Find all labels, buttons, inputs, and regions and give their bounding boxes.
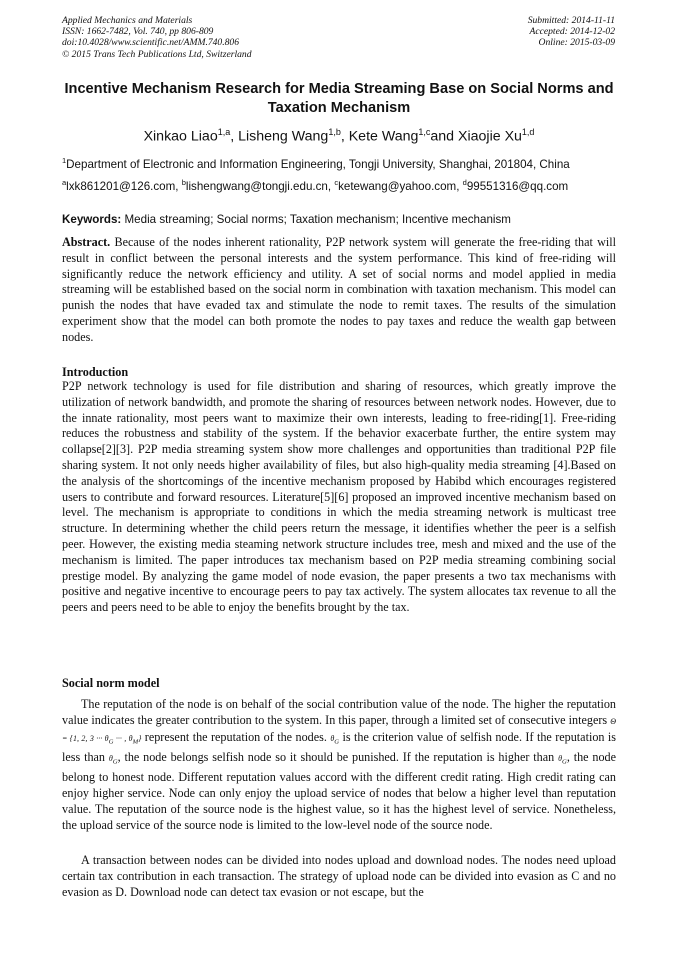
author-sup: 1,b <box>328 127 341 137</box>
paper-title: Incentive Mechanism Research for Media Streaming Base on Social Norms and Taxation Mechanism <box>64 81 614 116</box>
formula-part: ··· , θ <box>113 733 133 743</box>
abstract-text: Because of the nodes inherent rationality, P2P network system will generate the free-riding that will result in conflict between the personal interests and the system performance. This kind of free-riding will significantly reduce the network efficiency and utility. A set of social norms and model applied in media streaming will be established based on the social norm in combination with taxation mechanism. This model can punish the nodes that have evaded tax and stimulate the node to remit taxes. The results of the simulation experiment show that the model can both promote the nodes to pay taxes and reduce the wealth gap between nodes. <box>62 235 616 344</box>
dates-header <box>528 15 615 49</box>
email-sup: b <box>181 178 186 187</box>
introduction-heading: Introduction <box>62 365 129 379</box>
author-sup: 1,c <box>418 127 431 137</box>
text-run: represent the reputation of the nodes. <box>141 729 331 744</box>
online-date: Online: 2015-03-09 <box>538 37 615 49</box>
author-sup: 1,d <box>521 127 535 137</box>
formula-part: Θ = {1, 2, 3 ··· θ <box>62 716 616 743</box>
formula-part: θ <box>330 733 335 743</box>
formula-sub: G <box>108 738 114 746</box>
social-norm-heading: Social norm model <box>62 676 160 690</box>
affiliation <box>62 156 622 171</box>
journal-issn: ISSN: 1662-7482, Vol. 740, pp 806-809 <box>62 26 214 38</box>
theta-symbol <box>330 733 340 746</box>
formula-sub: G <box>112 758 118 766</box>
formula-part: θ <box>558 753 562 763</box>
text-run: , the node belong to honest node. Different reputation values accord with the different credit rating. High credit rating can enjoy higher service. Node can only enjoy the upload service of nodes that below a higher level than reputation value. The reputation of the source node is the highest value, so it has the highest level of service. Nonetheless, the upload service of the source node is limited to the low-level node of the source node. <box>62 749 616 832</box>
formula-sub: M <box>132 738 139 746</box>
author-name: Xinkao Liao <box>143 128 218 145</box>
theta-symbol <box>108 753 118 766</box>
social-norm-paragraph-2: A transaction between nodes can be divided into nodes upload and download nodes. The nodes need upload certain tax contribution in each transaction. The strategy of upload node can be divided into evasion as C and no evasion as D. Download node can detect tax evasion or not escape, but the <box>62 853 616 899</box>
author-list: Xinkao Liao$^{1,a}$, Lisheng Wang$^{1,b}$, Kete Wang$^{1,c}$and Xiaojie Xu$^{1,d}$ <box>143 127 535 145</box>
email-sup: c <box>334 178 339 187</box>
author-name: Kete Wang <box>348 128 419 145</box>
keywords-label: Keywords: <box>62 213 122 226</box>
submitted-date: Submitted: 2014-11-11 <box>527 15 615 26</box>
formula-part: } <box>138 733 142 743</box>
keywords <box>62 213 622 226</box>
author-sup: 1,a <box>217 127 231 137</box>
abstract <box>62 235 616 346</box>
abstract-label: Abstract. <box>62 235 111 249</box>
email-list: $^a$lxk861201@126.com, $^b$lishengwang@tongji.edu.cn, $^c$ketewang@yahoo.com, $^d$99551316@qq.com <box>62 178 569 193</box>
theta-symbol <box>558 753 567 766</box>
formula-part: θ <box>108 753 113 763</box>
introduction-text: P2P network technology is used for file distribution and sharing of resources, which greatly improve the utilization of network bandwidth, and promote the sharing of resources between network nodes. However, due to the innate rationality, most peers want to maximize their own interests, leading to free-riding[1]. Free-riding reduces the robustness and stability of the system. If the behavior exacerbate further, the entire system may collapse[2][3]. P2P media streaming system show more challenges and opportunities than traditional P2P file sharing system. It not only needs higher availability of files, but also high-quality media streaming [4].Based on the analysis of the shortcomings of the incentive mechanism proposed by Habibd which encourages registered users to contribute and forward resources. Literature[5][6] proposed an improved incentive mechanism based on level. The mechanism is appropriate to conditions in which the media streaming network is multicast tree structure. In determining whether the child peers return the message, it identifies whether the peer is a selfish peer. However, the existing media steaming network structure includes tree, mesh and mixed and the use of the mechanism is limited. The paper introduces tax mechanism based on P2P media streaming combining social prestige model. By analyzing the game model of node evasion, the paper presents a two tax mechanisms with positive and negative incentive to encourage peers to pay tax actively. The system allocates tax revenue to all the peers and peers need to be able to enjoy the benefits brought by the tax. <box>62 379 616 615</box>
text-run: is the criterion value of selfish node. If the reputation is less than <box>62 729 617 764</box>
formula-sub: G <box>334 738 340 746</box>
author-name: Xiaojie Xu <box>458 128 522 145</box>
text-run: The reputation of the node is on behalf of the social contribution value of the node. The higher the reputation value indicates the greater contribution to the system. In this paper, through a limited set of consecutive integers <box>62 697 616 727</box>
email: lxk861201@126.com <box>66 179 176 193</box>
email-sup: a <box>62 178 67 187</box>
journal-name: Applied Mechanics and Materials <box>62 15 193 26</box>
author-name: Lisheng Wang <box>238 128 329 145</box>
email: 99551316@qq.com <box>466 179 569 193</box>
email-sup: d <box>462 178 467 187</box>
social-norm-paragraph-1 <box>62 697 616 834</box>
keywords-text: Media streaming; Social norms; Taxation mechanism; Incentive mechanism <box>124 213 511 226</box>
affiliation-text: Department of Electronic and Information Engineering, Tongji University, Shanghai, 201804, China <box>66 157 570 171</box>
email: ketewang@yahoo.com <box>338 179 457 193</box>
formula-sub: G <box>562 758 567 766</box>
text-run: , the node belongs selfish node so it should be punished. If the reputation is higher than <box>117 749 559 764</box>
email: lishengwang@tongji.edu.cn <box>185 179 328 193</box>
journal-copyright: © 2015 Trans Tech Publications Ltd, Switzerland <box>62 48 252 60</box>
accepted-date: Accepted: 2014-12-02 <box>529 26 615 38</box>
affiliation-sup: 1 <box>62 156 67 165</box>
journal-header <box>62 15 252 60</box>
journal-doi: doi:10.4028/www.scientific.net/AMM.740.806 <box>62 37 240 49</box>
